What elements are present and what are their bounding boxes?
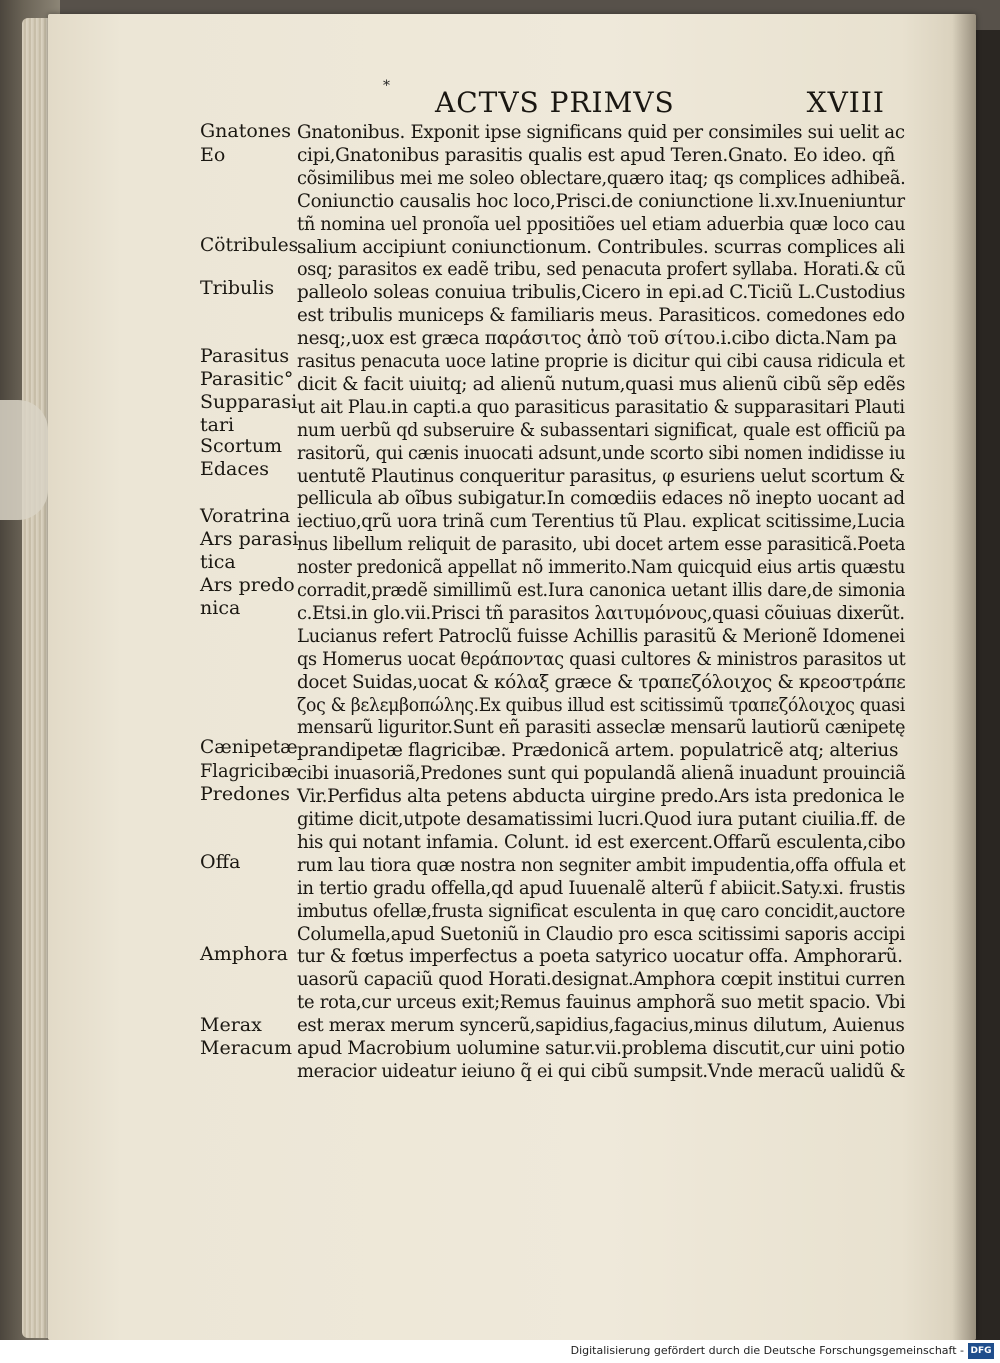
- text-line: tñ nomina uel pronoĩa uel ppositiões uel etiam aduerbia quæ loco cau: [297, 213, 906, 235]
- text-line: ut ait Plau.in capti.a quo parasiticus parasitatio & supparasitari Plauti: [297, 396, 905, 418]
- margin-note: Gnatones: [200, 120, 292, 142]
- text-line: cibi inuasoriã,Predones sunt qui populandã alienã inuadunt prouinciã: [297, 763, 906, 785]
- margin-note: Voratrina: [200, 505, 291, 527]
- margin-note: Parasitic°: [200, 368, 294, 390]
- text-line: rum lau tiora quæ nostra non segniter ambit impudentia,offa offula et: [297, 854, 906, 876]
- text-line: nesq;,uox est græca παράσιτος ἀπὸ τοῦ σίτου.i.cibo dicta.Nam pa: [297, 328, 897, 350]
- text-line: te rota,cur urceus exit;Remus fauinus amphorã suo metit spacio. Vbi: [297, 992, 906, 1014]
- text-line: iectiuo,qrũ uora trinã cum Terentius tũ Plau. explicat scitissime,Lucia: [297, 511, 905, 533]
- text-line: ζος & βελεμβοπώλης.Ex quibus illud est scitissimũ τραπεζόλοιχος quasi: [297, 694, 905, 716]
- margin-note: Flagricibæ: [200, 760, 298, 782]
- margin-note: tari: [200, 414, 235, 436]
- text-line: Lucianus refert Patroclũ fuisse Achillis parasitũ & Merionẽ Idomenei: [297, 625, 905, 647]
- text-line: corradit,prædẽ simillimũ est.Iura canonica uetant illis dare,de simonia: [297, 580, 906, 601]
- text-line: his qui notant infamia. Colunt. id est exercent.Offarũ esculenta,cibo: [297, 831, 906, 853]
- margin-note: Tribulis: [200, 277, 275, 299]
- running-title: ACTVS PRIMVS: [435, 86, 675, 119]
- text-line: osq; parasitos ex eadẽ tribu, sed penacuta profert syllaba. Horati.& cũ: [297, 259, 906, 281]
- margin-note: Amphora: [200, 943, 288, 965]
- text-line: imbutus ofellæ,frusta significat esculenta in quę caro concidit,auctore: [297, 900, 905, 922]
- page-gutter: [952, 14, 976, 1340]
- footer-bar: [0, 1340, 1000, 1363]
- text-line: cipi,Gnatonibus parasitis qualis est apud Teren.Gnato. Eo ideo. qñ: [297, 144, 895, 166]
- text-line: gitime dicit,utpote desamatissimi lucri.Quod iura putant ciuilia.ff. de: [297, 809, 906, 830]
- margin-note: Merax: [200, 1014, 262, 1036]
- text-line: dicit & facit uiuitq; ad alienũ nutum,quasi mus alienũ cibũ sẽp edẽs: [297, 373, 906, 395]
- margin-note: Parasitus: [200, 345, 290, 367]
- printer-mark: *: [383, 78, 390, 94]
- dfg-logo: DFG: [968, 1343, 994, 1359]
- text-line: salium accipiunt coniunctionum. Contribules. scurras complices ali: [297, 236, 905, 258]
- margin-note: Edaces: [200, 458, 269, 480]
- page-header: [435, 86, 885, 122]
- text-line: Columella,apud Suetoniũ in Claudio pro esca scitissimi saporis accipi: [297, 923, 905, 945]
- text-line: est tribulis municeps & familiaris meus. Parasiticos. comedones edo: [297, 305, 905, 327]
- margin-note: tica: [200, 551, 236, 573]
- margin-note: Cænipetæ: [200, 736, 298, 758]
- text-line: Coniunctio causalis hoc loco,Prisci.de coniunctione li.xv.Inueniuntur: [297, 190, 905, 212]
- funding-credit: Digitalisierung gefördert durch die Deutsche Forschungsgemeinschaft -: [570, 1344, 964, 1357]
- text-line: qs Homerus uocat θεράποντας quasi cultores & ministros parasitos ut: [297, 648, 906, 670]
- folio-number: XVIII: [806, 86, 885, 119]
- binding-shadow: [976, 30, 1000, 1340]
- text-line: apud Macrobium uolumine satur.vii.problema discutit,cur uini potio: [297, 1038, 905, 1059]
- text-line: prandipetæ flagricibæ. Prædonicã artem. populatricẽ atq; alterius: [297, 740, 899, 762]
- margin-note: Ars parasi: [200, 528, 299, 550]
- text-line: in tertio gradu offella,qd apud Iuuenalẽ alterũ f abiicit.Saty.xi. frustis: [297, 877, 906, 899]
- text-line: c.Etsi.in glo.vii.Prisci tñ parasitos λαιτυμόνους,quasi cõuiuas dixerũt.: [297, 602, 905, 624]
- margin-note: Predones: [200, 783, 290, 805]
- text-line: est merax merum syncerũ,sapidius,fagacius,minus dilutum, Auienus: [297, 1015, 905, 1037]
- page-clip: [0, 400, 48, 520]
- text-line: cõsimilibus mei me soleo oblectare,quæro itaq; qs complices adhibeã.: [297, 167, 906, 189]
- text-line: palleolo soleas conuiua tribulis,Cicero in epi.ad C.Ticiũ L.Custodius: [297, 282, 906, 304]
- margin-note: nica: [200, 597, 241, 619]
- margin-note: Offa: [200, 851, 241, 873]
- text-line: tur & fœtus imperfectus a poeta satyrico uocatur offa. Amphorarũ.: [297, 946, 903, 968]
- text-line: Vir.Perfidus alta petens abducta uirgine predo.Ars ista predonica le: [297, 786, 905, 808]
- text-line: Gnatonibus. Exponit ipse significans quid per consimiles sui uelit ac: [297, 122, 905, 143]
- text-line: mensarũ liguritor.Sunt eñ parasiti asseclæ mensarũ lautiorũ cænipetę: [297, 717, 906, 739]
- text-line: docet Suidas,uocat & κόλαξ græce & τραπεζόλοιχος & κρεοστράπε: [297, 671, 906, 693]
- text-line: noster predonicã appellat nõ immerito.Nam quicquid eius artis quæstu: [297, 557, 906, 579]
- margin-note: Cötribules: [200, 234, 299, 256]
- text-line: rasitorũ, qui cænis inuocati adsunt,unde scorto sibi nomen indidisse iu: [297, 442, 906, 464]
- text-line: rasitus penacuta uoce latine proprie is dicitur qui cibi causa ridicula et: [297, 351, 905, 372]
- margin-note: Scortum: [200, 435, 283, 457]
- margin-note: Supparasi: [200, 391, 298, 413]
- margin-note: Ars predo: [200, 574, 295, 596]
- margin-note: Meracum: [200, 1037, 293, 1059]
- text-line: num uerbũ qd subseruire & subassentari significat, quale est officiũ pa: [297, 419, 906, 441]
- text-line: nus libellum reliquit de parasito, ubi docet artem esse parasiticã.Poeta: [297, 534, 906, 556]
- margin-note: Eo: [200, 144, 226, 166]
- text-line: uasorũ capaciũ quod Horati.designat.Amphora cœpit institui curren: [297, 969, 906, 991]
- text-line: meracior uideatur ieiuno q̃ ei qui cibũ sumpsit.Vnde meracũ ualidũ &: [297, 1060, 906, 1082]
- text-line: uentutẽ Plautinus conqueritur parasitus, φ esuriens uelut scortum &: [297, 465, 905, 487]
- text-line: pellicula ab oĩbus subigatur.In comœdiis edaces nõ inepto uocant ad: [297, 488, 905, 510]
